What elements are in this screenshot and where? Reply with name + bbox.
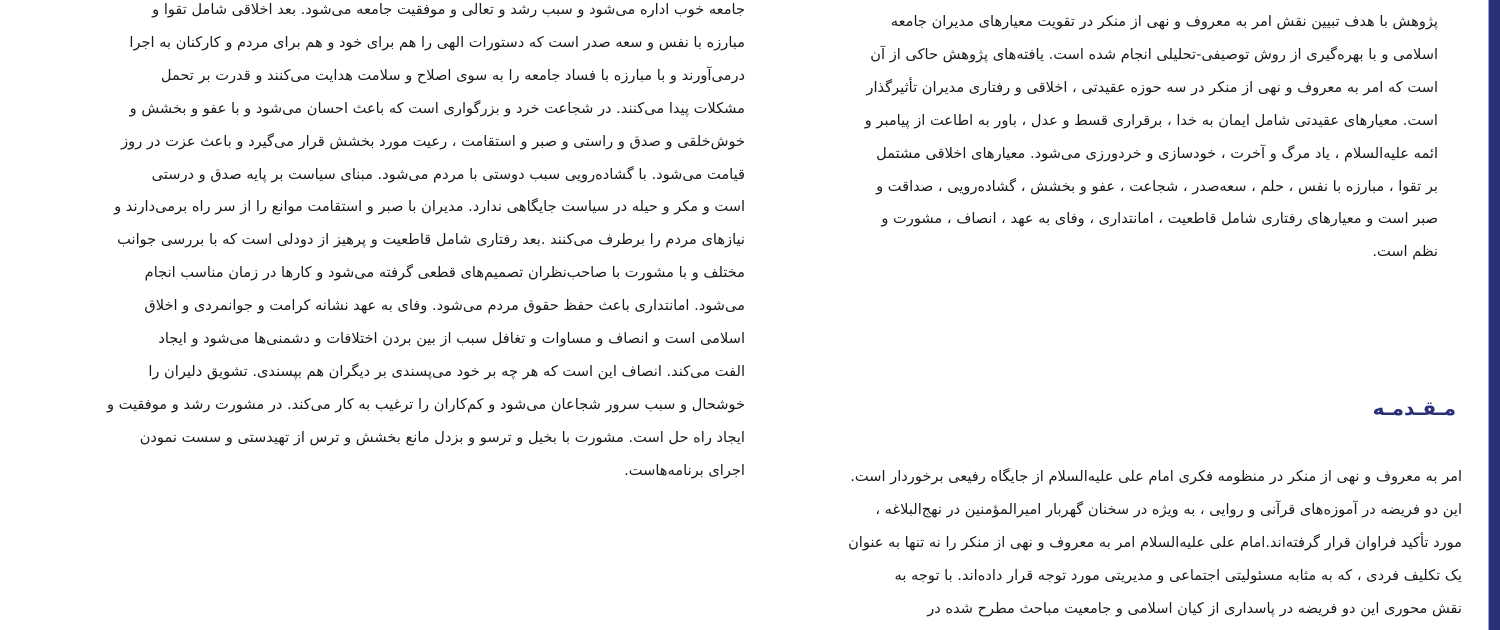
section-heading-introduction: مـقـدمـه (1372, 396, 1456, 420)
left-column (73, 0, 745, 488)
introduction-paragraph: امر به معروف و نهی از منکر در منظومه فکری امام علی علیه‌السلام از جایگاه رفیعی برخوردار است. این دو فریضه در آموزه‌های قرآنی و روایی ، به ویژه در سخنان گهربار امیرالمؤمنین در نهج‌البلاغه ، مورد تأکید فراوان قرار گرفته‌اند.امام علی علیه‌السلام امر به معروف و نهی از منکر را نه تنها به عنوان یک تکلیف فردی ، که به مثابه مسئولیتی اجتماعی و مدیریتی مورد توجه قرار داده‌اند. با توجه به نقش محوری این دو فریضه در پاسداری از کیان اسلامی و جامعیت مباحث مطرح شده در (848, 468, 1462, 617)
page-border-bar (1489, 0, 1500, 630)
left-column-paragraph: جامعه خوب اداره می‌شود و سبب رشد و تعالی و موفقیت جامعه می‌شود. بعد اخلاقی شامل تقوا و مبارزه با نفس و سعه صدر است که دستورات الهی را هم برای خود و هم برای مردم و کارکنان به اجرا درمی‌آورند و با مبارزه با فساد جامعه را به سوی اصلاح و سلامت هدایت می‌کنند و قدرت بر تحمل مشکلات پیدا می‌کنند. در شجاعت خرد و بزرگواری است که باعث احسان می‌شود و با عفو و بخشش و خوش‌خلقی و صدق و راستی و صبر و استقامت ، رعیت مورد بخشش قرار می‌گیرد و باعث عزت در روز قیامت می‌شود. با گشاده‌رویی سبب دوستی با مردم می‌شود. مبنای سیاست بر پایه صدق و درستی است و مکر و حیله در سیاست جایگاهی ندارد. مدیران با صبر و استقامت موانع را از سر راه برمی‌دارند و نیازهای مردم را برطرف می‌کنند .بعد رفتاری شامل قاطعیت و پرهیز از دودلی است که با بررسی جوانب مختلف و با مشورت با صاحب‌نظران تصمیم‌های قطعی گرفته می‌شود و کارها در زمان مناسب انجام می‌شود. امانتداری باعث حفظ حقوق مردم می‌شود. وفای به عهد نشانه کرامت و جوانمردی و اخلاق اسلامی است و انصاف و مساوات و تغافل سبب از بین بردن اختلافات و دشمنی‌ها می‌شود و ایجاد الفت می‌کند. انصاف این است که هر چه بر خود می‌پسندی بر دیگران هم بپسندی. تشویق دلیران را خوشحال و سبب سرور شجاعان می‌شود و کم‌کاران را ترغیب به کار می‌کند. در مشورت رشد و موفقیت و ایجاد راه حل است. مشورت با بخیل و ترسو و بزدل مانع بخشش و ترس از تهیدستی و سست نمودن اجرای برنامه‌هاست. (106, 1, 745, 479)
abstract-column (797, 6, 1438, 269)
abstract-paragraph: پژوهش با هدف تبیین نقش امر به معروف و نهی از منکر در تقویت معیارهای مدیران جامعه اسلامی و با بهره‌گیری از روش توصیفی-تحلیلی انجام شده است. یافته‌های پژوهش حاکی از آن است که امر به معروف و نهی از منکر در سه حوزه عقیدتی ، اخلاقی و رفتاری مدیران تأثیرگذار است. معیارهای عقیدتی شامل ایمان به خدا ، برقراری قسط و عدل ، باور به اطاعت از پیامبر و ائمه علیه‌السلام ، یاد مرگ و آخرت ، خودسازی و خردورزی می‌شود. معیارهای اخلاقی مشتمل بر تقوا ، مبارزه با نفس ، حلم ، سعه‌صدر ، شجاعت ، عفو و بخشش ، گشاده‌رویی ، صداقت و صبر است و معیارهای رفتاری شامل قاطعیت ، امانتداری ، وفای به عهد ، انصاف ، مشورت و نظم است. (864, 13, 1438, 261)
introduction-column (787, 461, 1462, 626)
